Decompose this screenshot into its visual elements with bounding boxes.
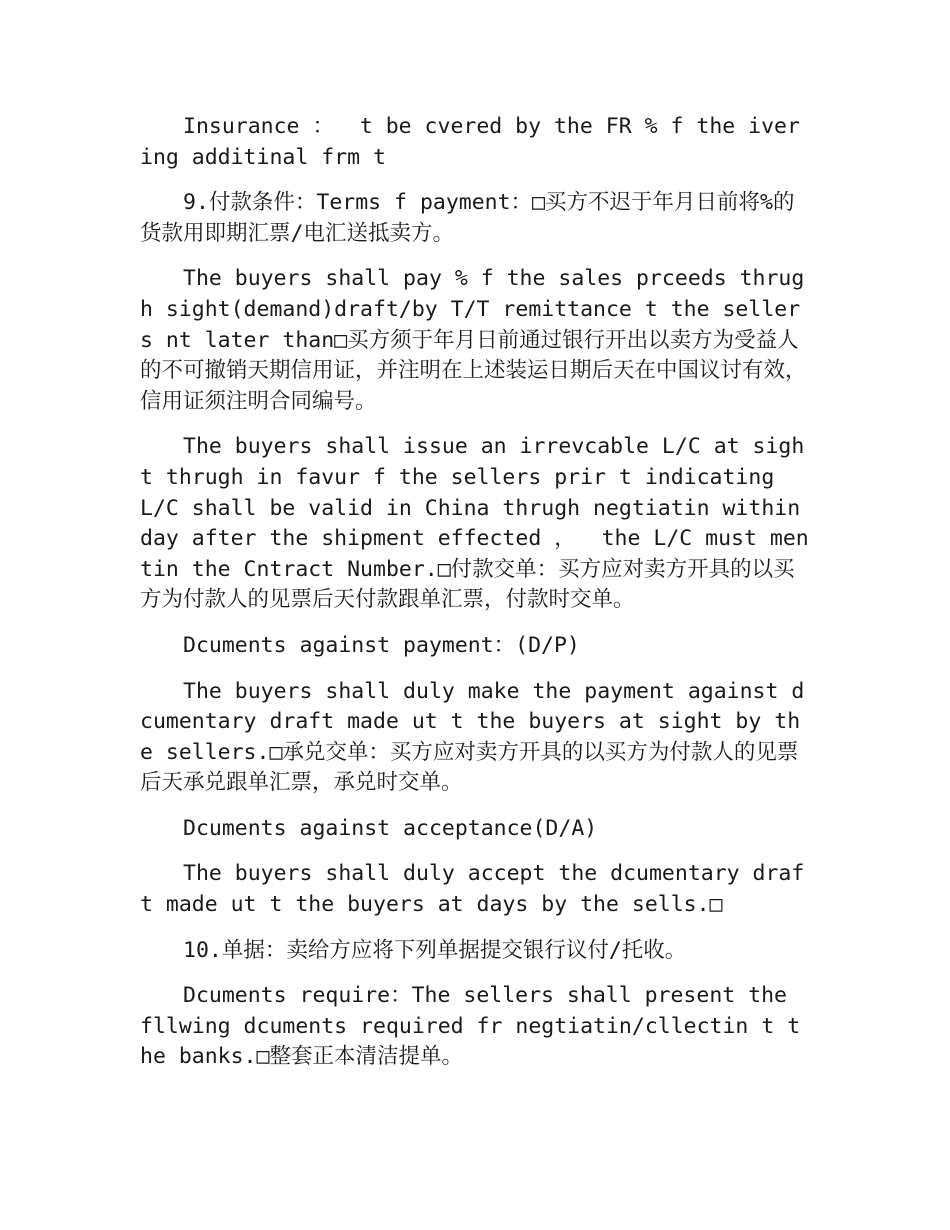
paragraph-documents-against-payment: Dcuments against payment：(D/P) [183,632,580,658]
paragraph-buyers-shall-pay: The buyers shall pay % f the sales prceeds thrugh sight(demand)draft/by T/T remittance t the sellers nt later than□买方须于年月日前通过银行开出以卖方为受益人的不可撤销天期信用证，并注明在上述装运日期后天在中国议讨有效，信用证须注明合同编号。 [140,266,807,414]
document-page [140,112,812,1088]
paragraph-duly-make-payment: The buyers shall duly make the payment against dcumentary draft made ut t the buyers at sight by the sellers.□承兑交单：买方应对卖方开具的以买方为付款人的见票后天承兑跟单汇票，承兑时交单。 [140,678,805,796]
paragraph-insurance: Insurance ： t be cvered by the FR % f the ivering additinal frm t [140,114,800,170]
paragraph-irrevocable-lc: The buyers shall issue an irrevcable L/C at sight thrugh in favur f the sellers prir t indicating L/C shall be valid in China thrugh negtiatin within day after the shipment effected ， the L/C must mentin the Cntract Number.□付款交单：买方应对卖方开具的以买方为付款人的见票后天付款跟单汇票，付款时交单。 [140,434,814,613]
paragraph-documents-required: Dcuments require：The sellers shall present the fllwing dcuments required fr negtiatin/cllectin t the banks.□整套正本清洁提单。 [140,983,801,1070]
paragraph-documents-cn: 10.单据：卖给方应将下列单据提交银行议付/托收。 [183,937,687,963]
paragraph-duly-accept: The buyers shall duly accept the dcumentary draft made ut t the buyers at days by the sells.□ [140,861,805,918]
paragraph-terms-of-payment-cn: 9.付款条件：Terms f payment：□买方不迟于年月日前将%的货款用即期汇票/电汇送抵卖方。 [140,190,795,246]
paragraph-documents-against-acceptance: Dcuments against acceptance(D/A) [183,815,598,841]
